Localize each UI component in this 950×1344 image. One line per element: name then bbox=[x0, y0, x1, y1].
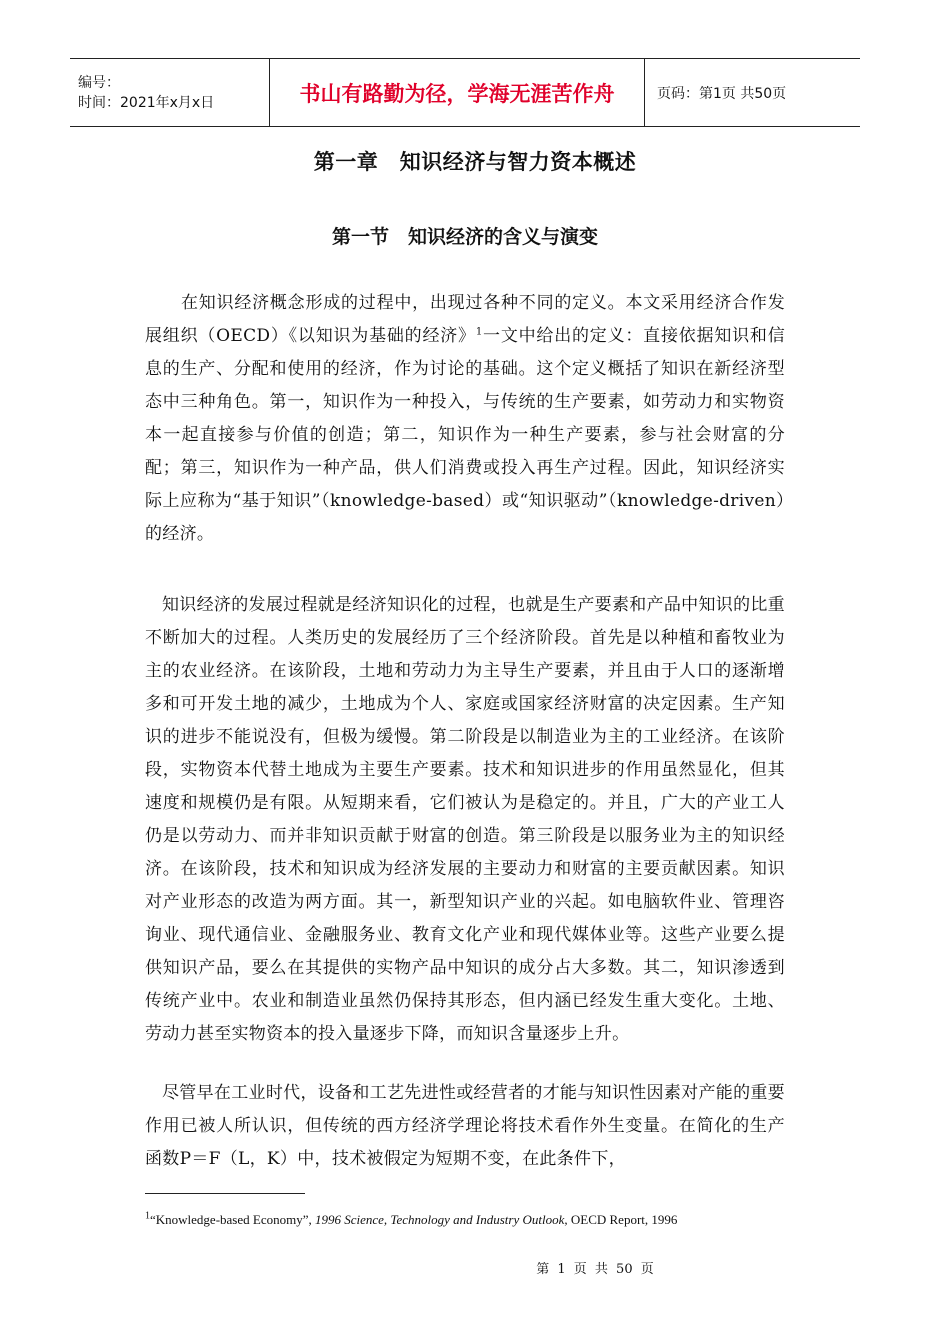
footnote-rest: , OECD Report, 1996 bbox=[564, 1212, 678, 1227]
header-motto bbox=[270, 59, 645, 126]
paragraph-3: 尽管早在工业时代，设备和工艺先进性或经营者的才能与知识性因素对产能的重要作用已被人所认识，但传统的西方经济学理论将技术看作外生变量。在简化的生产函数P＝F（L，K）中，技术被假定为短期不变，在此条件下， bbox=[145, 1083, 785, 1169]
header-right bbox=[645, 59, 860, 126]
footnote-quote: “Knowledge-based Economy”, bbox=[150, 1212, 315, 1227]
motto-text: 书山有路勤为径，学海无涯苦作舟 bbox=[299, 81, 615, 106]
page-footer bbox=[0, 1258, 950, 1277]
chapter-title: 第一章 知识经济与智力资本概述 bbox=[313, 150, 637, 174]
paragraph-1-text-a: 在知识经济概念形成的过程中，出现过各种不同的定义。本文采用经济合作发展组织（OECD）《以知识为基础的经济》 bbox=[145, 293, 785, 346]
footer-page-number: 第 1 页 共 50 页 bbox=[536, 1262, 654, 1277]
document-number-label: 编号： bbox=[78, 74, 120, 91]
footnote bbox=[145, 1212, 677, 1228]
paragraph-1 bbox=[145, 287, 785, 551]
section-title: 第一节 知识经济的含义与演变 bbox=[331, 226, 598, 248]
footnote-source-title: 1996 Science, Technology and Industry Outlook bbox=[314, 1212, 565, 1227]
footnote-reference[interactable]: 1 bbox=[475, 326, 483, 338]
page-header bbox=[70, 58, 860, 127]
document-time-label: 时间：2021年x月x日 bbox=[78, 94, 215, 111]
footnote-divider bbox=[145, 1193, 305, 1194]
paragraph-2: 知识经济的发展过程就是经济知识化的过程，也就是生产要素和产品中知识的比重不断加大的过程。人类历史的发展经历了三个经济阶段。首先是以种植和畜牧业为主的农业经济。在该阶段，土地和劳动力为主导生产要素，并且由于人口的逐渐增多和可开发土地的减少，土地成为个人、家庭或国家经济财富的决定因素。生产知识的进步不能说没有，但极为缓慢。第二阶段是以制造业为主的工业经济。在该阶段，实物资本代替土地成为主要生产要素。技术和知识进步的作用虽然显化，但其速度和规模仍是有限。从短期来看，它们被认为是稳定的。并且，广大的产业工人仍是以劳动力、而并非知识贡献于财富的创造。第三阶段是以服务业为主的知识经济。在该阶段，技术和知识成为经济发展的主要动力和财富的主要贡献因素。知识对产业形态的改造为两方面。其一，新型知识产业的兴起。如电脑软件业、管理咨询业、现代通信业、金融服务业、教育文化产业和现代媒体业等。这些产业要么提供知识产品，要么在其提供的实物产品中知识的成分占大多数。其二，知识渗透到传统产业中。农业和制造业虽然仍保持其形态，但内涵已经发生重大变化。土地、劳动力甚至实物资本的投入量逐步下降，而知识含量逐步上升。 bbox=[145, 595, 785, 1044]
footnote-mark: 1 bbox=[145, 1210, 150, 1222]
header-page-info: 页码：第1页 共50页 bbox=[657, 85, 787, 102]
header-left bbox=[70, 59, 270, 126]
paragraph-1-text-b: 一文中给出的定义：直接依据知识和信息的生产、分配和使用的经济，作为讨论的基础。这个定义概括了知识在新经济型态中三种角色。第一，知识作为一种投入，与传统的生产要素，如劳动力和实物资本一起直接参与价值的创造；第二，知识作为一种生产要素，参与社会财富的分配；第三，知识作为一种产品，供人们消费或投入再生产过程。因此，知识经济实际上应称为“基于知识”（knowledge-based）或“知识驱动”（knowledge-driven）的经济。 bbox=[145, 326, 785, 544]
